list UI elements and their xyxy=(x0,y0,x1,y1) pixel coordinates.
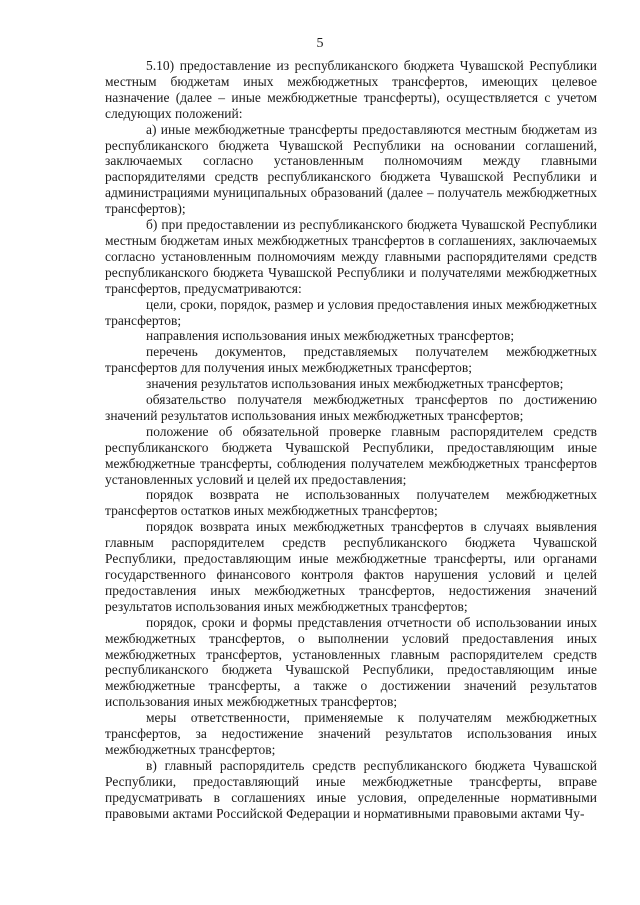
paragraph-unused-return: порядок возврата не использованных получателем межбюджетных трансфертов остатков иных межбюджетных трансфертов; xyxy=(105,487,597,519)
paragraph-goals-terms: цели, сроки, порядок, размер и условия предоставления иных межбюджетных трансфертов; xyxy=(105,296,597,328)
paragraph-item-v: в) главный распорядитель средств республиканского бюджета Чувашской Республики, предоставляющий иные межбюджетные трансферты, вправе предусматривать в соглашениях иные условия, определенные нормативными правовыми актами Российской Федерации и нормативными правовыми актами Чу- xyxy=(105,757,597,821)
paragraph-liability: меры ответственности, применяемые к получателям межбюджетных трансфертов, за недостижение значений результатов использования иных межбюджетных трансфертов; xyxy=(105,710,597,757)
paragraph-mandatory-check: положение об обязательной проверке главным распорядителем средств республиканского бюджета Чувашской Республики, предоставляющим иные межбюджетные трансферты, соблюдения получателем межбюджетных трансфертов установленных условий и целей их предоставления; xyxy=(105,423,597,487)
paragraph-result-values: значения результатов использования иных межбюджетных трансфертов; xyxy=(146,376,564,392)
paragraph-item-a: а) иные межбюджетные трансферты предоставляются местным бюджетам из республиканского бюджета Чувашской Республики на основании соглашений, заключаемых согласно установленным полномочиям между главными распорядителями средств республиканского бюджета Чувашской Республики и администрациями муниципальных образований (далее – получатель межбюджетных трансфертов); xyxy=(105,121,597,217)
paragraph-5-10-intro: 5.10) предоставление из республиканского бюджета Чувашской Республики местным бюджетам иных межбюджетных трансфертов, имеющих целевое назначение (далее – иные межбюджетные трансферты), осуществляется с учетом следующих положений: xyxy=(105,58,597,121)
paragraph-item-b: б) при предоставлении из республиканского бюджета Чувашской Республики местным бюджетам иных межбюджетных трансфертов в соглашениях, заключаемых согласно установленным полномочиям между главными распорядителями средств республиканского бюджета Чувашской Республики и получателями межбюджетных трансфертов, предусматриваются: xyxy=(105,217,597,296)
paragraph-recipient-obligation: обязательство получателя межбюджетных трансфертов по достижению значений результатов использования иных межбюджетных трансфертов; xyxy=(105,392,597,423)
document-body xyxy=(105,58,597,822)
page-number: 5 xyxy=(316,36,324,51)
paragraph-documents-list: перечень документов, представляемых получателем межбюджетных трансфертов для получения иных межбюджетных трансфертов; xyxy=(105,344,597,376)
paragraph-usage-directions: направления использования иных межбюджетных трансфертов; xyxy=(146,328,515,344)
paragraph-reporting: порядок, сроки и формы представления отчетности об использовании иных межбюджетных трансфертов, о выполнении условий предоставления иных межбюджетных трансфертов, установленных главным распорядителем средств республиканского бюджета Чувашской Республики, предоставляющим иные межбюджетные трансферты, а также о достижении значений результатов использования иных межбюджетных трансфертов; xyxy=(105,614,597,710)
paragraph-violation-return: порядок возврата иных межбюджетных трансфертов в случаях выявления главным распорядителем средств республиканского бюджета Чувашской Республики, предоставляющим иные межбюджетные трансферты, или органами государственного финансового контроля фактов нарушения условий и целей предоставления иных межбюджетных трансфертов, недостижения значений результатов использования иных межбюджетных трансфертов; xyxy=(105,519,597,614)
